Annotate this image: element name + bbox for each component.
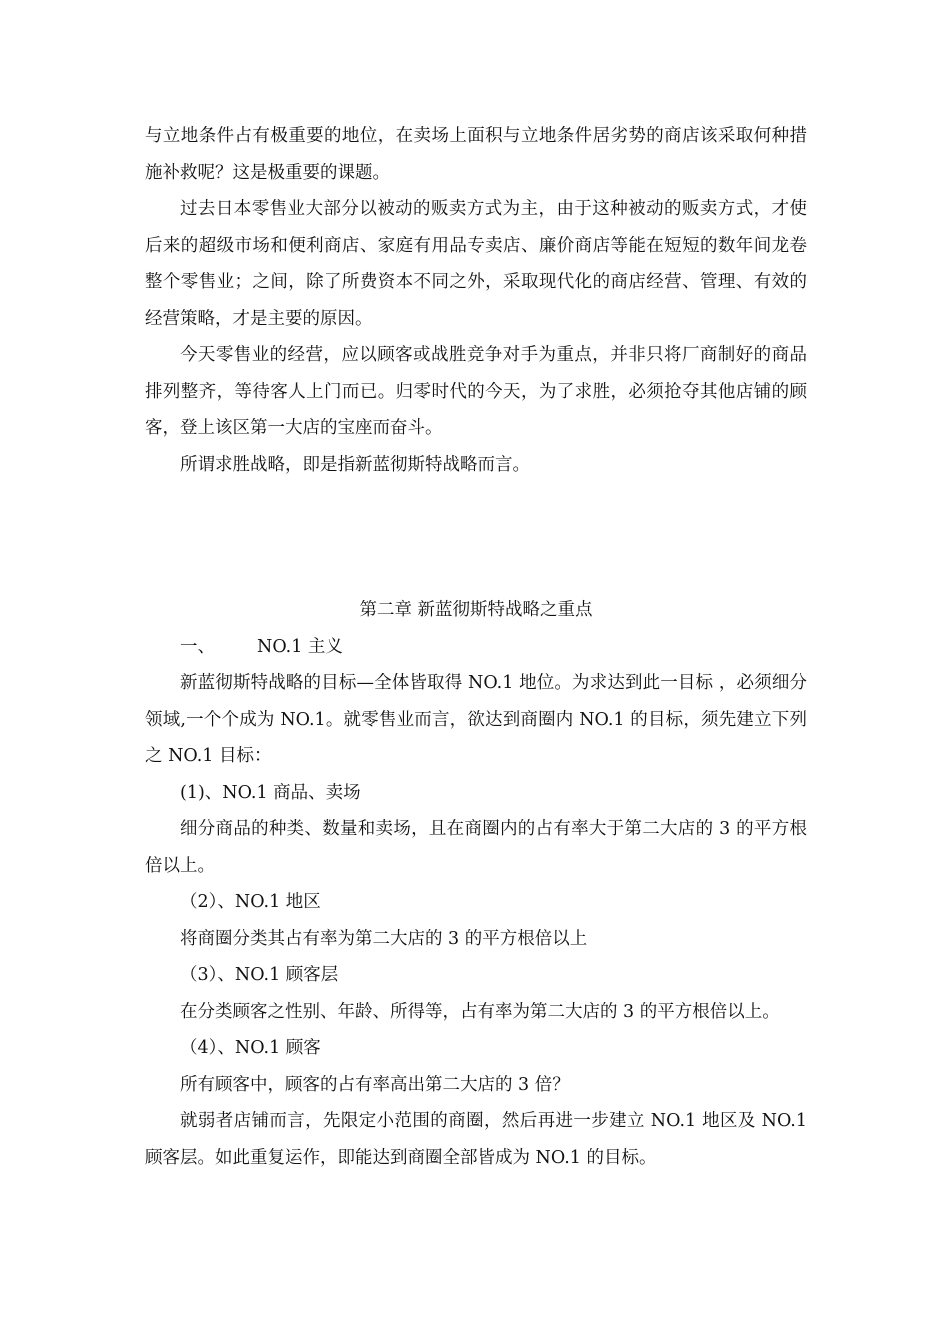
paragraph-retail-history: 过去日本零售业大部分以被动的贩卖方式为主，由于这种被动的贩卖方式，才使后来的超级市场和便利商店、家庭有用品专卖店、廉价商店等能在短短的数年间龙卷整个零售业；之间，除了所费资本不同之外，采取现代化的商店经营、管理、有效的经营策略，才是主要的原因。 <box>145 199 807 329</box>
item-description: 将商圈分类其占有率为第二大店的 3 的平方根倍以上 <box>180 928 588 949</box>
chapter-subtitle <box>145 629 807 666</box>
section-continued <box>145 118 807 483</box>
item-label: （4）、NO.1 顾客 <box>180 1038 321 1058</box>
item-label: (1)、NO.1 商品、卖场 <box>180 782 361 803</box>
item-label: （2）、NO.1 地区 <box>180 892 321 912</box>
subtitle-number: 一、 <box>180 636 215 657</box>
chapter-title: 第二章 新蓝彻斯特战略之重点 <box>359 600 593 620</box>
chapter-conclusion: 就弱者店铺而言，先限定小范围的商圈，然后再进一步建立 NO.1 地区及 NO.1 顾客层。如此重复运作，即能达到商圈全部皆成为 NO.1 的目标。 <box>145 1111 807 1168</box>
paragraph-winning-strategy: 所谓求胜战略，即是指新蓝彻斯特战略而言。 <box>180 454 530 475</box>
chapter-two <box>145 592 807 1176</box>
chapter-intro: 新蓝彻斯特战略的目标—全体皆取得 NO.1 地位。为求达到此一目标 ，必须细分领域,一个个成为 NO.1。就零售业而言，欲达到商圈内 NO.1 的目标，须先建立下列之 NO.1 目标： <box>145 673 807 766</box>
item-description: 所有顾客中，顾客的占有率高出第二大店的 3 倍？ <box>180 1074 570 1095</box>
subtitle-text: NO.1 主义 <box>257 636 343 657</box>
paragraph-continued: 与立地条件占有极重要的地位，在卖场上面积与立地条件居劣势的商店该采取何种措施补救呢？这是极重要的课题。 <box>145 126 807 183</box>
item-label: （3）、NO.1 顾客层 <box>180 965 339 985</box>
item-description: 在分类顾客之性别、年龄、所得等，占有率为第二大店的 3 的平方根倍以上。 <box>180 1001 780 1022</box>
item-description: 细分商品的种类、数量和卖场，且在商圈内的占有率大于第二大店的 3 的平方根倍以上。 <box>145 819 807 876</box>
paragraph-retail-today: 今天零售业的经营，应以顾客或战胜竞争对手为重点，并非只将厂商制好的商品排列整齐，等待客人上门而已。归零时代的今天，为了求胜，必须抢夺其他店铺的顾客，登上该区第一大店的宝座而奋斗。 <box>145 345 807 438</box>
